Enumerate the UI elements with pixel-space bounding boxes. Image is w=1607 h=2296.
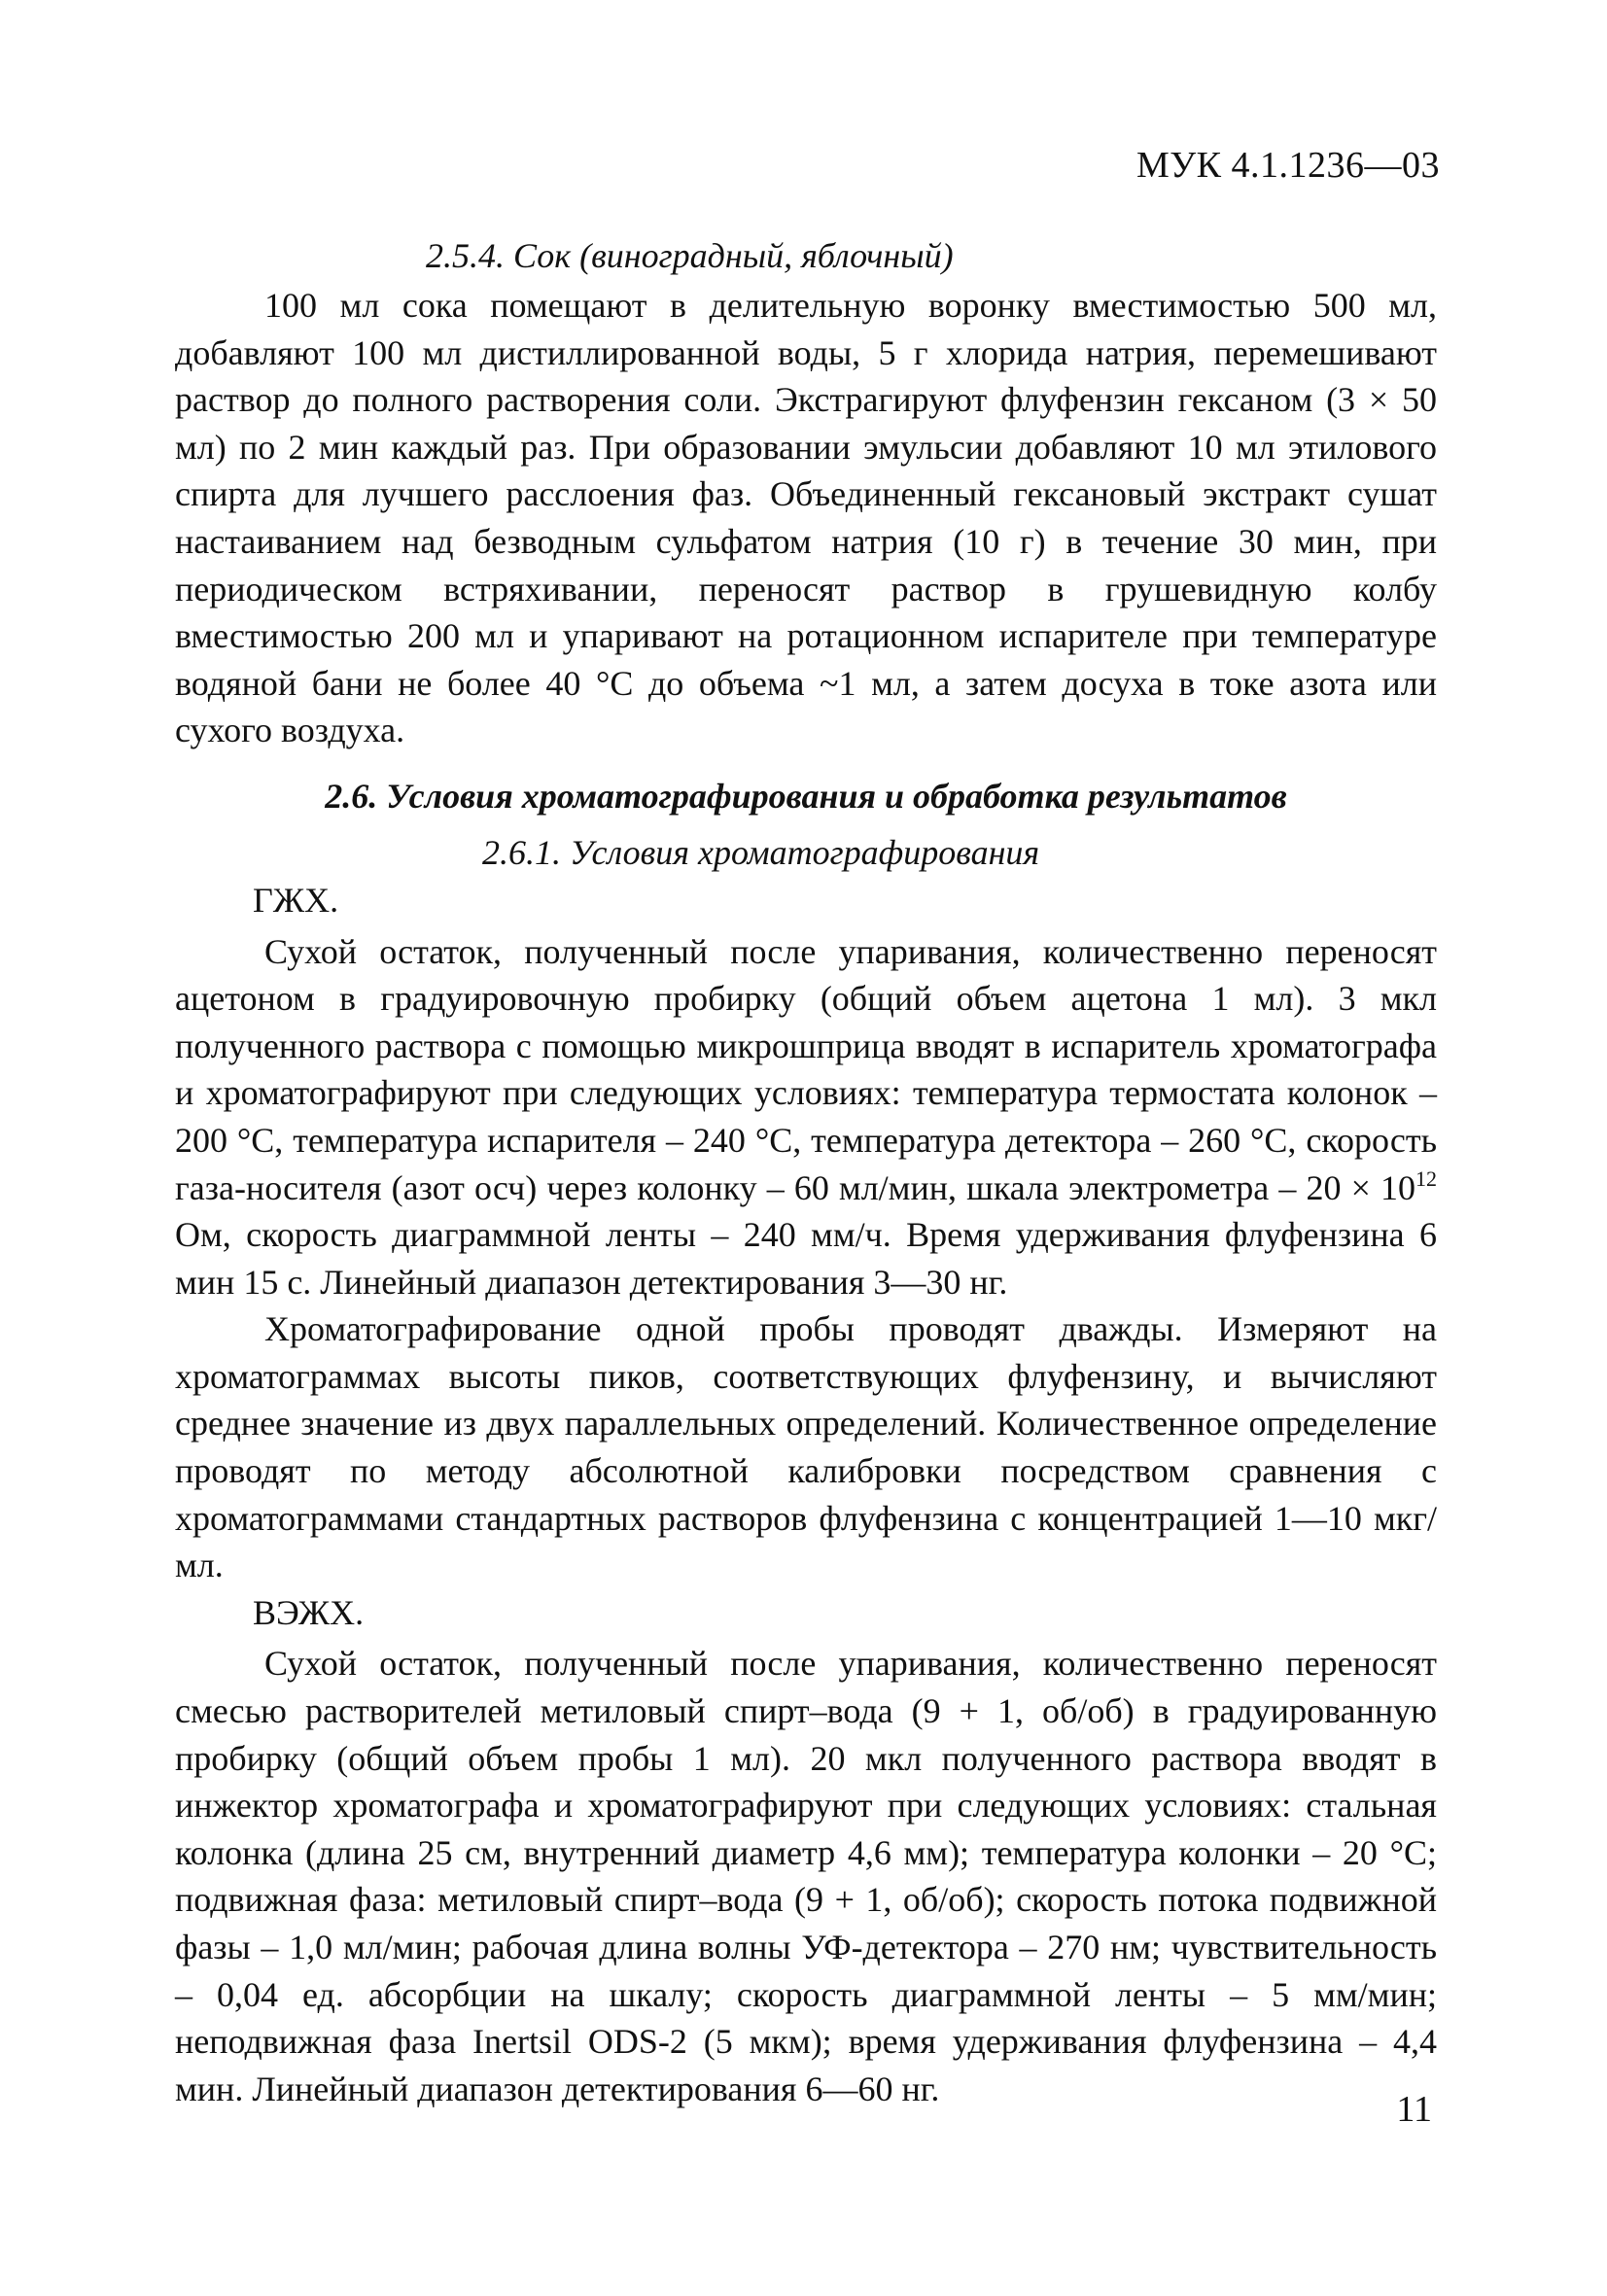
document-code: МУК 4.1.1236—03 [1135,145,1440,186]
exponent: 12 [1415,1165,1437,1191]
document-body [175,231,1437,2112]
gzh-label: ГЖХ. [253,880,339,920]
paragraph-juice: 100 мл сока помещают в делительную воронку вместимостью 500 мл, добавляют 100 мл дистиллированной воды, 5 г хлорида натрия, перемешивают раствор до полного растворения соли. Экстрагируют флуфензин гексаном (3 × 50 мл) по 2 мин каждый раз. При образовании эмульсии добавляют 10 мл этилового спирта для лучшего расслоения фаз. Объединенный гексановый экстракт сушат настаиванием над безводным сульфатом натрия (10 г) в течение 30 мин, при периодическом встряхивании, переносят раствор в грушевидную колбу вместимостью 200 мл и упаривают на ротационном испарителе при температуре водяной бани не более 40 °С до объема ~1 мл, а затем досуха в токе азота или сухого воздуха. [175,286,1437,750]
subsection-title-2-5-4: 2.5.4. Сок (виноградный, яблочный) [426,236,954,275]
paragraph-gzh-quantification: Хроматографирование одной пробы проводят дважды. Измеряют на хроматограммах высоты пиков, соответствующих флуфензину, и вычисляют среднее значение из двух параллельных определений. Количественное определение проводят по методу абсолютной калибровки посредством сравнения с хроматограммами стандартных растворов флуфензина с концентрацией 1—10 мкг/мл. [175,1309,1437,1585]
gzh-text-part-2: Ом, скорость диаграммной ленты – 240 мм/ч. Время удерживания флуфензина 6 мин 15 с. Линейный диапазон детектирования 3—30 нг. [175,1215,1437,1302]
page-number: 11 [1396,2089,1432,2130]
vezh-label: ВЭЖХ. [253,1592,365,1632]
paragraph-gzh-conditions [175,928,1437,1306]
subsection-title-2-6-1: 2.6.1. Условия хроматографирования [482,832,1040,872]
section-title-2-6: 2.6. Условия хроматографирования и обработка результатов [325,776,1287,816]
paragraph-vezh-conditions: Сухой остаток, полученный после упаривания, количественно переносят смесью растворителей метиловый спирт–вода (9 + 1, об/об) в градуированную пробирку (общий объем пробы 1 мл). 20 мкл полученного раствора вводят в инжектор хроматографа и хроматографируют при следующих условиях: стальная колонка (длина 25 см, внутренний диаметр 4,6 мм); температура колонки – 20 °С; подвижная фаза: метиловый спирт–вода (9 + 1, об/об); скорость потока подвижной фазы – 1,0 мл/мин; рабочая длина волны УФ-детектора – 270 нм; чувствительность – 0,04 ед. абсорбции на шкалу; скорость диаграммной ленты – 5 мм/мин; неподвижная фаза Inertsil ODS-2 (5 мкм); время удерживания флуфензина – 4,4 мин. Линейный диапазон детектирования 6—60 нг. [175,1644,1437,2108]
gzh-text-part-1: Сухой остаток, полученный после упаривания, количественно переносят ацетоном в градуировочную пробирку (общий объем ацетона 1 мл). 3 мкл полученного раствора с помощью микрошприца вводят в испаритель хроматографа и хроматографируют при следующих условиях: температура термостата колонок – 200 °С, температура испарителя – 240 °С, температура детектора – 260 °С, скорость газа-носителя (азот осч) через колонку – 60 мл/мин, шкала электрометра – 20 × 10 [175,931,1437,1207]
